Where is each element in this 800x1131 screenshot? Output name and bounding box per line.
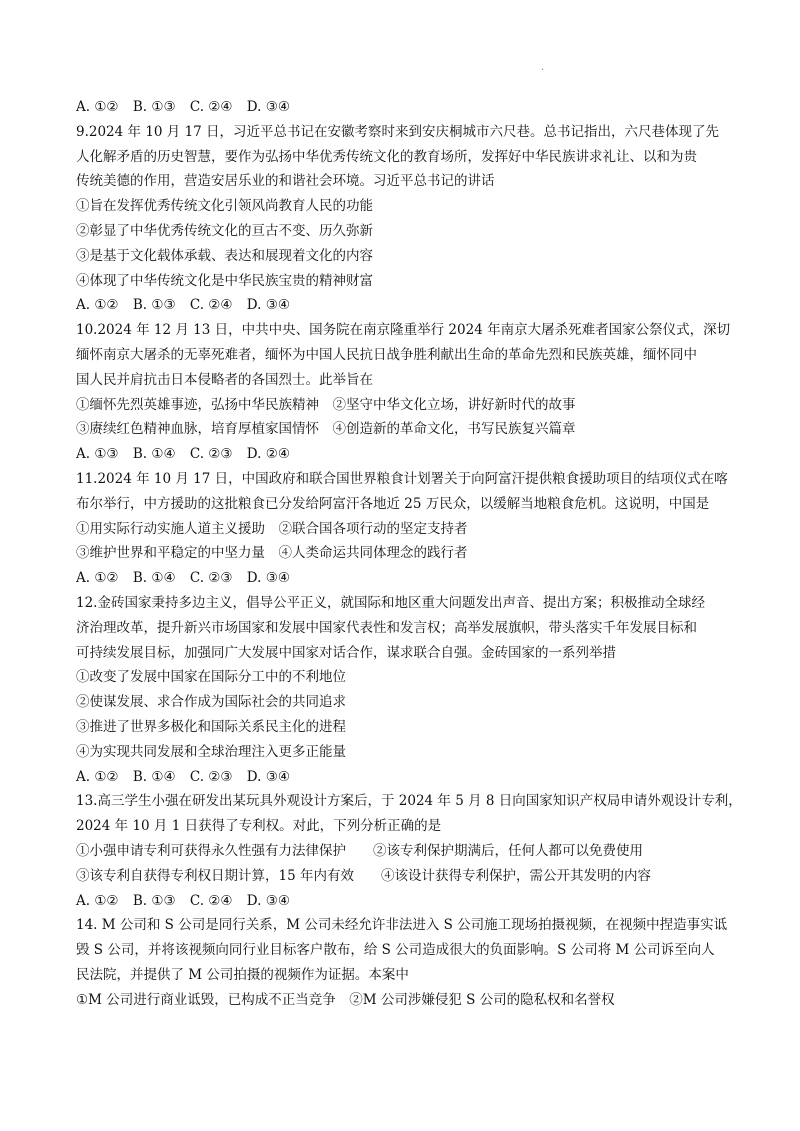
answer-c: C. ②③ <box>189 446 233 463</box>
answer-d: D. ③④ <box>246 892 290 909</box>
question-13 <box>76 789 742 913</box>
answer-row <box>76 293 726 318</box>
q8-answer-row <box>76 95 726 120</box>
answer-row <box>76 889 726 914</box>
answer-d: D. ③④ <box>246 297 290 314</box>
option-line: ①旨在发挥优秀传统文化引领风尚教育人民的功能 <box>76 198 373 215</box>
option-line: ③推进了世界多极化和国际关系民主化的进程 <box>76 718 346 735</box>
answer-c: C. ②③ <box>189 570 233 587</box>
question-stem-line: 11.2024 年 10 月 17 日，中国政府和联合国世界粮食计划署关于向阿富汗提供粮食援助项目的结项仪式在喀 <box>76 470 728 487</box>
question-12 <box>76 591 726 789</box>
answer-c: C. ②④ <box>189 99 233 115</box>
question-content <box>76 95 742 1012</box>
question-stem-line: 可持续发展目标，加强同广大发展中国家对话合作，谋求联合自强。金砖国家的一系列举措 <box>76 644 616 661</box>
answer-row <box>76 765 726 790</box>
question-stem-line: 12.金砖国家秉持多边主义，倡导公平正义，就国际和地区重大问题发出声音、提出方案；积极推动全球经 <box>76 594 705 611</box>
answer-b: B. ①③ <box>132 99 176 115</box>
answer-d: D. ③④ <box>246 99 290 115</box>
question-11 <box>76 467 726 591</box>
answer-a: A. ①② <box>76 768 119 785</box>
question-stem-line: 人化解矛盾的历史智慧，要作为弘扬中华优秀传统文化的教育场所，发挥好中华民族讲求礼让、以和为贵 <box>76 148 697 165</box>
answer-a: A. ①② <box>76 570 119 587</box>
question-stem-line: 布尔举行，中方援助的这批粮食已分发给阿富汗各地近 25 万民众，以缓解当地粮食危机。这说明，中国是 <box>76 495 710 512</box>
answer-b: B. ①③ <box>132 892 176 909</box>
option-line: ④为实现共同发展和全球治理注入更多正能量 <box>76 743 346 760</box>
option-line: ①M 公司进行商业诋毁，已构成不正当竞争 ②M 公司涉嫌侵犯 S 公司的隐私权和名誉权 <box>76 991 615 1008</box>
option-line: ③维护世界和平稳定的中坚力量 ④人类命运共同体理念的践行者 <box>76 545 468 562</box>
option-line: ③赓续红色精神血脉，培育厚植家国情怀 ④创造新的革命文化，书写民族复兴篇章 <box>76 421 576 438</box>
answer-a: A. ①② <box>76 99 119 115</box>
option-line: ④体现了中华传统文化是中华民族宝贵的精神财富 <box>76 272 373 289</box>
question-stem-line: 14. M 公司和 S 公司是同行关系，M 公司未经允许非法进入 S 公司施工现场拍摄视频，在视频中捏造事实诋 <box>76 917 728 934</box>
answer-b: B. ①④ <box>132 446 176 463</box>
option-line: ①改变了发展中国家在国际分工中的不利地位 <box>76 669 346 686</box>
option-line: ①小强申请专利可获得永久性强有力法律保护 ②该专利保护期满后，任何人都可以免费使用 <box>76 842 643 859</box>
question-stem-line: 9.2024 年 10 月 17 日，习近平总书记在安徽考察时来到安庆桐城市六尺巷。总书记指出，六尺巷体现了先 <box>76 123 720 140</box>
answer-a: A. ①③ <box>76 446 119 463</box>
answer-a: A. ①② <box>76 892 119 909</box>
question-stem-line: 缅怀南京大屠杀的无辜死难者，缅怀为中国人民抗日战争胜利献出生命的革命先烈和民族英雄，缅怀同中 <box>76 346 697 363</box>
answer-b: B. ①③ <box>132 297 176 314</box>
answer-d: D. ③④ <box>246 768 290 785</box>
answer-d: D. ③④ <box>246 570 290 587</box>
header-mark: . <box>541 62 545 73</box>
question-stem-line: 国人民并肩抗击日本侵略者的各国烈士。此举旨在 <box>76 371 373 388</box>
question-stem-line: 民法院，并提供了 M 公司拍摄的视频作为证据。本案中 <box>76 966 409 983</box>
answer-c: C. ②③ <box>189 768 233 785</box>
question-stem-line: 13.高三学生小强在研发出某玩具外观设计方案后，于 2024 年 5 月 8 日向国家知识产权局申请外观设计专利， <box>76 793 742 810</box>
answer-c: C. ②④ <box>189 892 233 909</box>
answer-c: C. ②④ <box>189 297 233 314</box>
answer-b: B. ①④ <box>132 570 176 587</box>
option-line: ①用实际行动实施人道主义援助 ②联合国各项行动的坚定支持者 <box>76 520 468 537</box>
option-line: ①缅怀先烈英雄事迹，弘扬中华民族精神 ②坚守中华文化立场，讲好新时代的故事 <box>76 396 576 413</box>
question-stem-line: 2024 年 10 月 1 日获得了专利权。对此，下列分析正确的是 <box>76 818 442 835</box>
question-9 <box>76 120 726 318</box>
option-line: ②彰显了中华优秀传统文化的亘古不变、历久弥新 <box>76 222 373 239</box>
option-line: ③该专利自获得专利权日期计算，15 年内有效 ④该设计获得专利保护，需公开其发明的内容 <box>76 867 651 884</box>
question-10 <box>76 318 731 467</box>
answer-b: B. ①④ <box>132 768 176 785</box>
question-stem-line: 毁 S 公司，并将该视频向同行业目标客户散布，给 S 公司造成很大的负面影响。S 公司将 M 公司诉至向人 <box>76 942 715 959</box>
answer-row <box>76 442 726 467</box>
answer-row <box>76 566 726 591</box>
answer-d: D. ②④ <box>246 446 290 463</box>
option-line: ③是基于文化载体承载、表达和展现着文化的内容 <box>76 247 373 264</box>
question-stem-line: 济治理改革，提升新兴市场国家和发展中国家代表性和发言权；高举发展旗帜，带头落实千年发展目标和 <box>76 619 697 636</box>
option-line: ②使谋发展、求合作成为国际社会的共同追求 <box>76 694 346 711</box>
question-stem-line: 传统美德的作用，营造安居乐业的和谐社会环境。习近平总书记的讲话 <box>76 173 495 190</box>
question-14 <box>76 913 726 1012</box>
answer-a: A. ①② <box>76 297 119 314</box>
question-stem-line: 10.2024 年 12 月 13 日，中共中央、国务院在南京隆重举行 2024 年南京大屠杀死难者国家公祭仪式，深切 <box>76 322 731 339</box>
